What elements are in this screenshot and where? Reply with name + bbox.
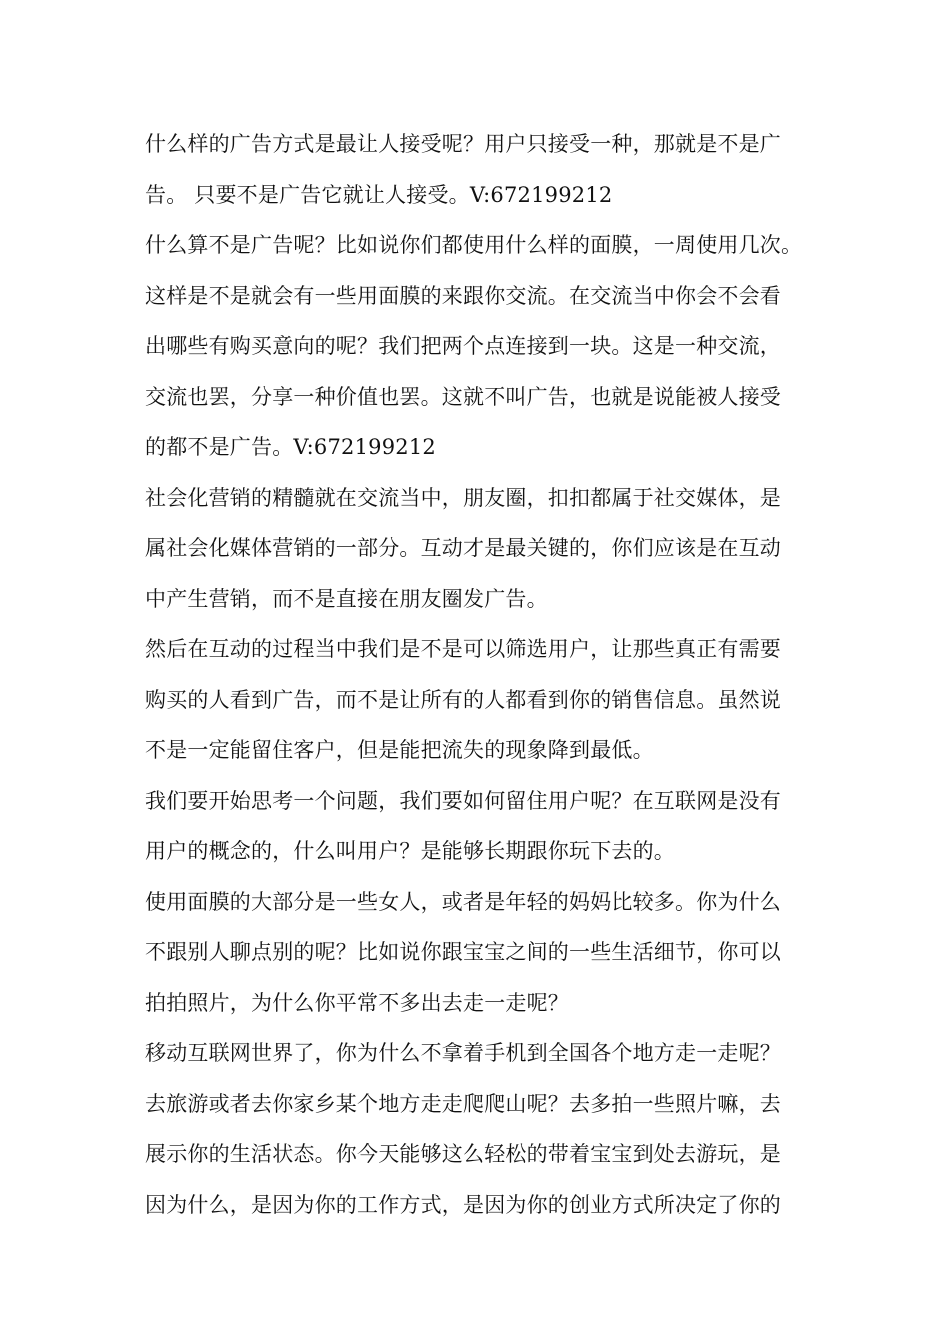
text-line: 用户的概念的，什么叫用户？是能够长期跟你玩下去的。 — [145, 839, 675, 863]
text-line: 这样是不是就会有一些用面膜的来跟你交流。在交流当中你会不会看 — [145, 283, 781, 308]
text-line: 然后在互动的过程当中我们是不是可以筛选用户，让那些真正有需要 — [145, 637, 781, 661]
text-line: 拍拍照片，为什么你平常不多出去走一走呢？ — [145, 990, 569, 1015]
text-line: 中产生营销，而不是直接在朋友圈发广告。 — [145, 586, 548, 611]
text-line: 使用面膜的大部分是一些女人，或者是年轻的妈妈比较多。你为什么 — [145, 889, 781, 914]
text-line: 属社会化媒体营销的一部分。互动才是最关键的，你们应该是在互动 — [145, 536, 781, 560]
text-line: 的都不是广告。V:672199212 — [145, 435, 436, 459]
text-line: 交流也罢，分享一种价值也罢。这就不叫广告，也就是说能被人接受 — [145, 384, 781, 409]
text-line: 购买的人看到广告，而不是让所有的人都看到你的销售信息。虽然说 — [145, 687, 781, 712]
text-line: 不跟别人聊点别的呢？比如说你跟宝宝之间的一些生活细节，你可以 — [145, 940, 781, 964]
text-line: 去旅游或者去你家乡某个地方走走爬爬山呢？去多拍一些照片嘛，去 — [145, 1091, 781, 1116]
text-line: 什么样的广告方式是最让人接受呢？用户只接受一种，那就是不是广 — [145, 132, 781, 156]
text-line: 移动互联网世界了，你为什么不拿着手机到全国各个地方走一走呢？ — [145, 1041, 781, 1065]
text-line: 告。 只要不是广告它就让人接受。V:672199212 — [145, 182, 613, 207]
text-line: 我们要开始思考一个问题，我们要如何留住用户呢？在互联网是没有 — [145, 788, 781, 813]
text-line: 出哪些有购买意向的呢？我们把两个点连接到一块。这是一种交流， — [145, 334, 781, 358]
body-text — [145, 119, 825, 1230]
text-line: 因为什么，是因为你的工作方式，是因为你的创业方式所决定了你的 — [145, 1192, 781, 1217]
text-line: 展示你的生活状态。你今天能够这么轻松的带着宝宝到处去游玩，是 — [145, 1142, 781, 1166]
text-line: 不是一定能留住客户，但是能把流失的现象降到最低。 — [145, 738, 654, 762]
text-line: 社会化营销的精髓就在交流当中，朋友圈，扣扣都属于社交媒体，是 — [145, 485, 781, 510]
text-line: 什么算不是广告呢？比如说你们都使用什么样的面膜，一周使用几次。 — [145, 233, 803, 257]
